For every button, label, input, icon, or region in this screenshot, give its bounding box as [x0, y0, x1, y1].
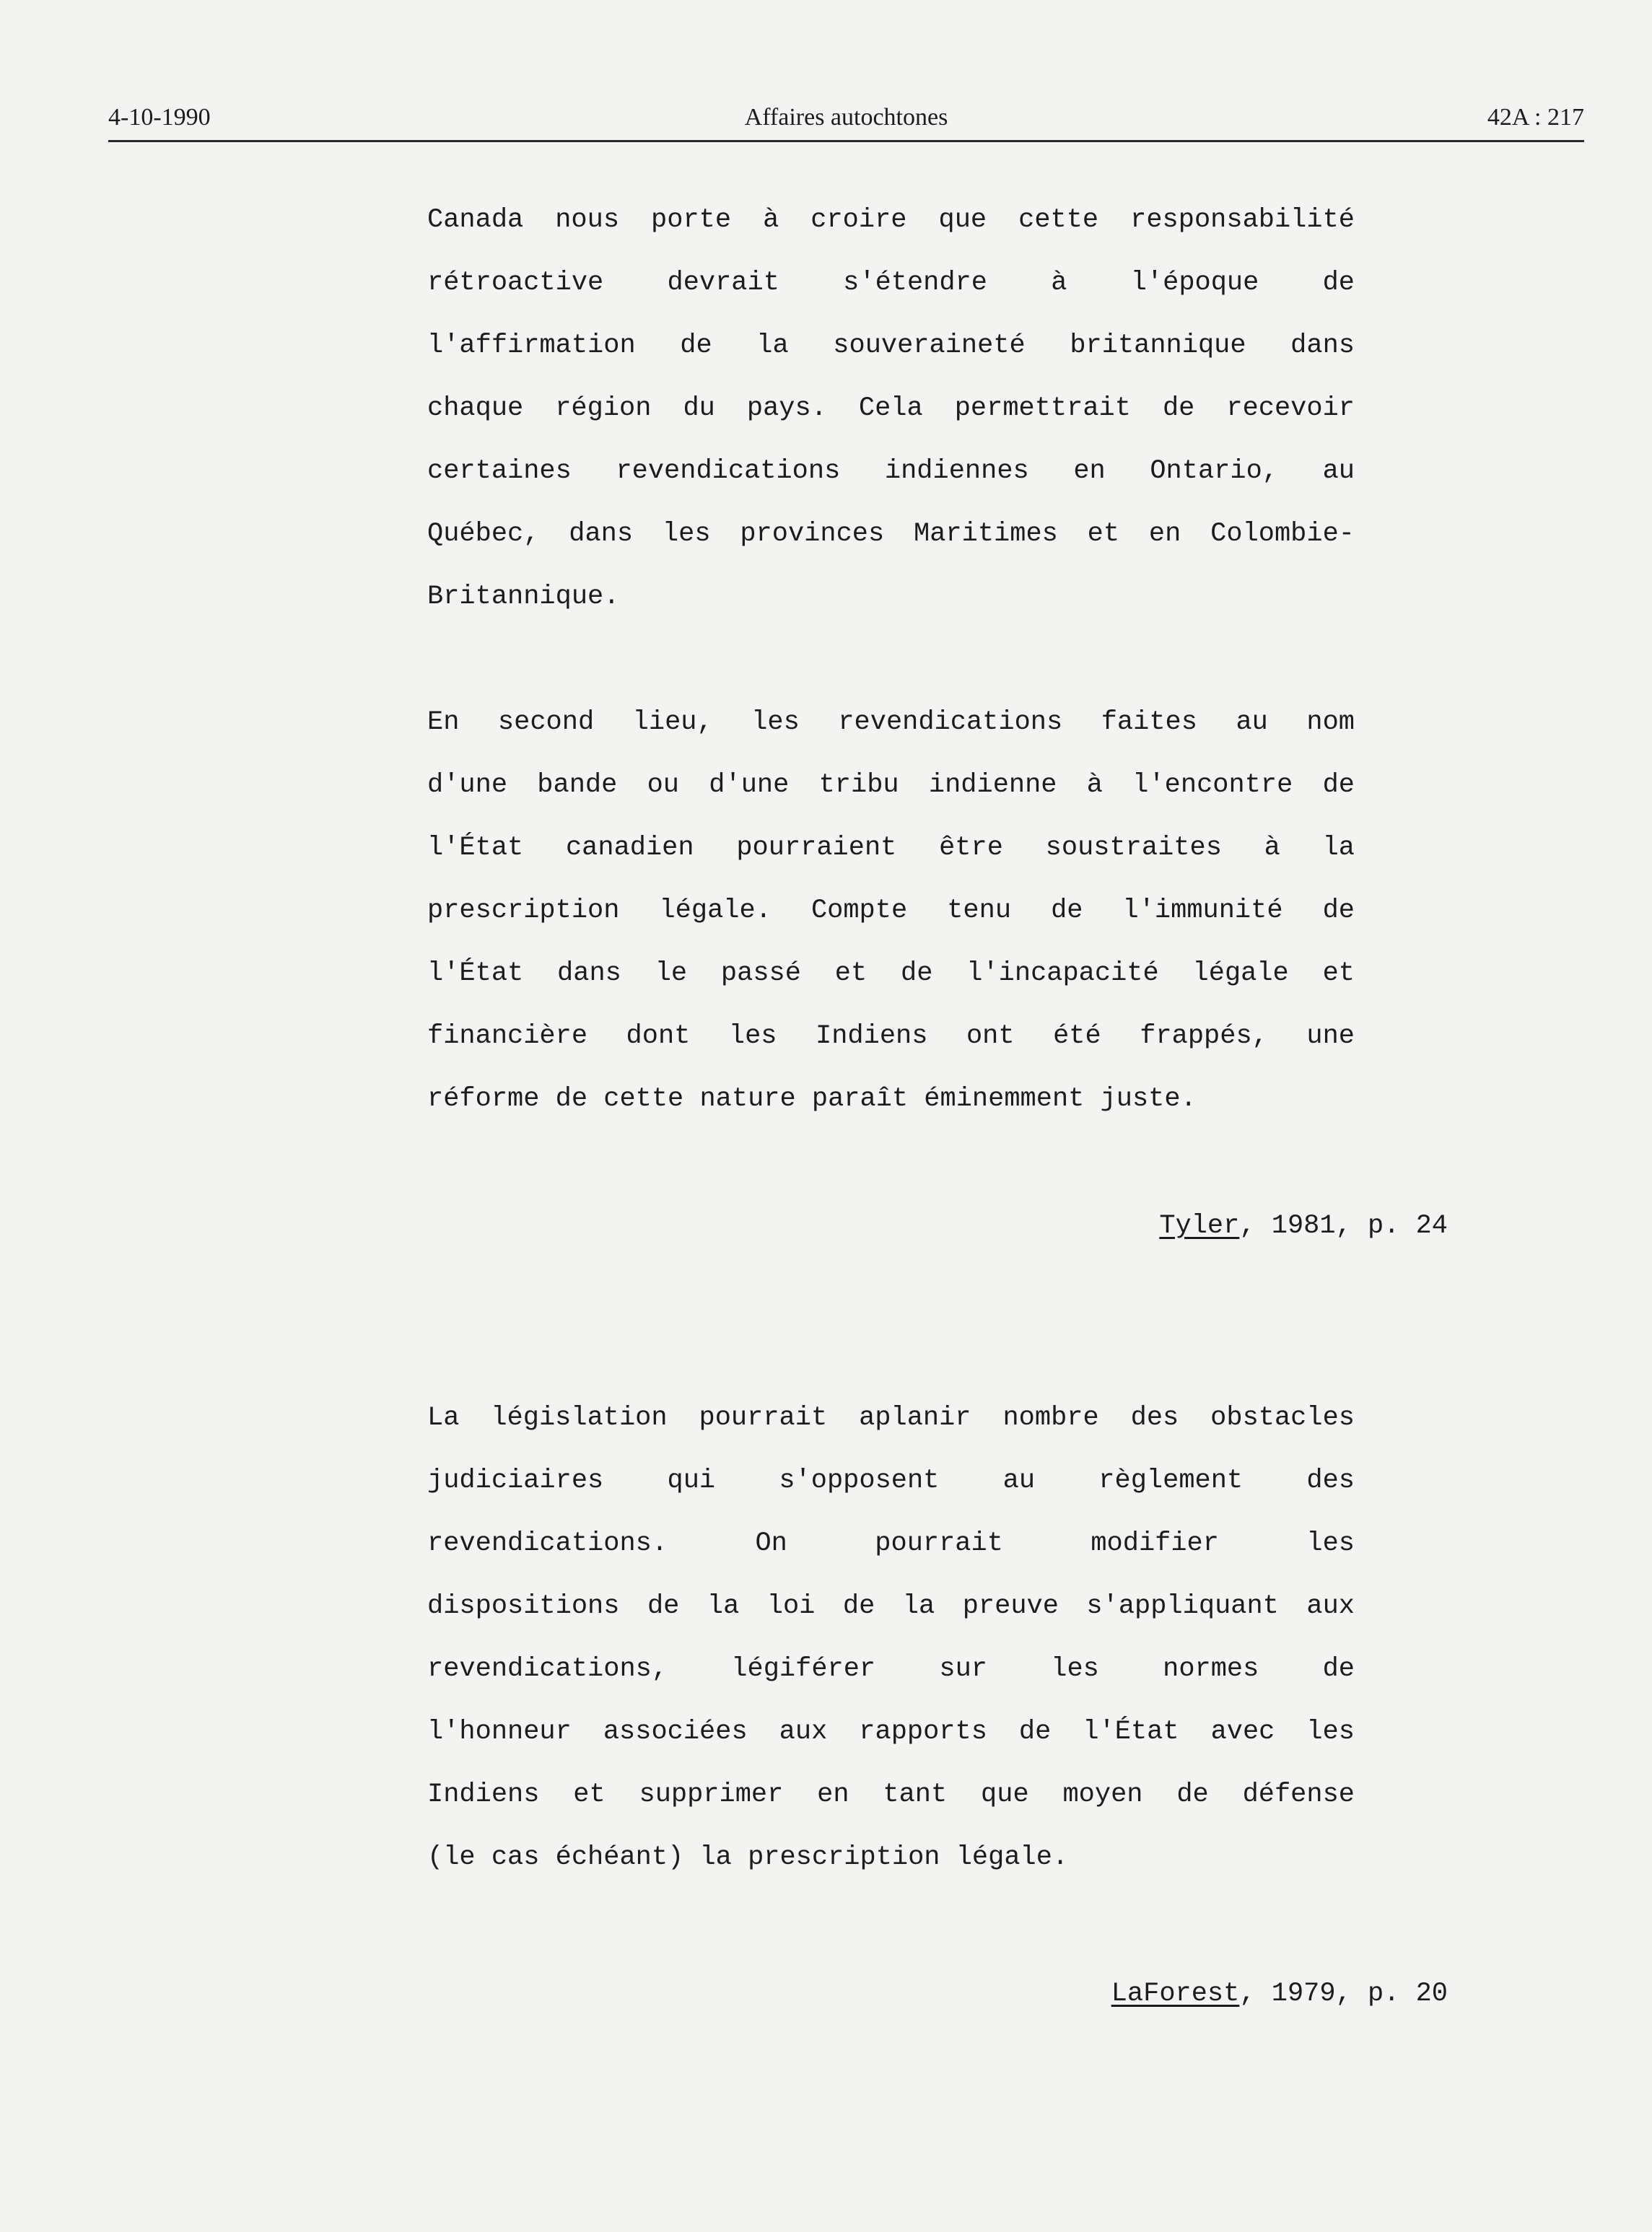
text-line: judiciaires qui s'opposent au règlement des: [427, 1466, 1355, 1496]
citation-laforest: [1111, 1979, 1448, 2009]
citation-author: Tyler: [1159, 1211, 1240, 1241]
text-line: Indiens et supprimer en tant que moyen de défense: [427, 1780, 1355, 1810]
text-line: réforme de cette nature paraît éminemment juste.: [427, 1084, 1197, 1114]
header-title: Affaires autochtones: [744, 104, 948, 131]
header-page-number: 42A : 217: [1487, 104, 1584, 131]
text-line: (le cas échéant) la prescription légale.: [427, 1842, 1069, 1873]
text-line: d'une bande ou d'une tribu indienne à l'encontre de: [427, 770, 1355, 800]
text-line: l'affirmation de la souveraineté britannique dans: [427, 331, 1355, 361]
text-line: dispositions de la loi de la preuve s'appliquant aux: [427, 1591, 1355, 1622]
text-line: La législation pourrait aplanir nombre des obstacles: [427, 1403, 1355, 1433]
text-line: revendications. On pourrait modifier les: [427, 1528, 1355, 1559]
text-line: Canada nous porte à croire que cette responsabilité: [427, 205, 1355, 235]
text-line: l'État canadien pourraient être soustraites à la: [427, 833, 1355, 863]
text-line: chaque région du pays. Cela permettrait de recevoir: [427, 393, 1355, 424]
running-header: [108, 101, 1584, 139]
text-line: En second lieu, les revendications faites au nom: [427, 707, 1355, 738]
citation-author: LaForest: [1111, 1979, 1240, 2009]
text-line: rétroactive devrait s'étendre à l'époque de: [427, 268, 1355, 298]
text-line: l'État dans le passé et de l'incapacité légale et: [427, 958, 1355, 989]
text-line: financière dont les Indiens ont été frappés, une: [427, 1021, 1355, 1051]
citation-tyler: [1159, 1211, 1448, 1241]
text-line: prescription légale. Compte tenu de l'immunité de: [427, 896, 1355, 926]
header-date: 4-10-1990: [108, 104, 211, 131]
quote-block-3: [427, 1387, 1355, 1889]
text-line: l'honneur associées aux rapports de l'État avec les: [427, 1717, 1355, 1747]
header-rule: [108, 140, 1584, 142]
quote-block-2: [427, 691, 1355, 1131]
text-line: revendications, légiférer sur les normes de: [427, 1654, 1355, 1684]
citation-details: , 1981, p. 24: [1239, 1211, 1448, 1241]
citation-details: , 1979, p. 20: [1239, 1979, 1448, 2009]
text-line: Britannique.: [427, 582, 620, 612]
quote-block-1: [427, 189, 1355, 629]
text-line: Québec, dans les provinces Maritimes et en Colombie-: [427, 519, 1355, 549]
text-line: certaines revendications indiennes en Ontario, au: [427, 456, 1355, 486]
